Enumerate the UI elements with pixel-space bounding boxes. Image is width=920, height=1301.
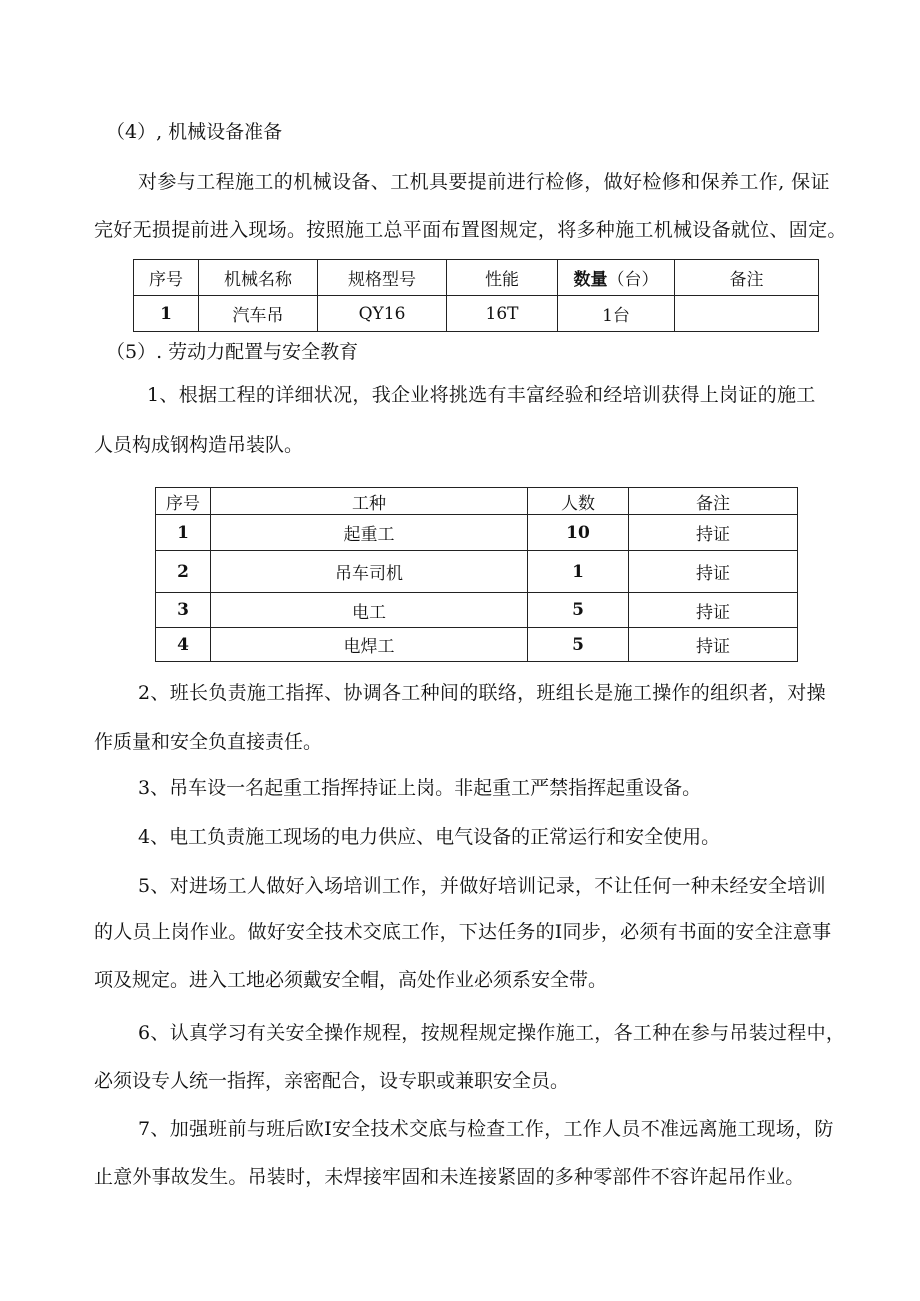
- cell-remark: 持证: [629, 593, 798, 628]
- quantity-unit: （台）: [607, 270, 659, 290]
- header-cell: 工种: [211, 488, 528, 515]
- table-row: [156, 515, 798, 551]
- equipment-table: [133, 259, 819, 332]
- cell-trade: 电焊工: [211, 628, 528, 662]
- cell-name: 汽车吊: [199, 296, 318, 332]
- section-4-paragraph-line-1: 对参与工程施工的机械设备、工机具要提前进行检修，做好检修和保养工作, 保证: [138, 171, 830, 193]
- item-2-line-1: 2、班长负责施工指挥、协调各工种间的联络，班组长是施工操作的组织者，对操: [138, 682, 826, 704]
- cell-remark: 持证: [629, 628, 798, 662]
- item-6-line-2: 必须设专人统一指挥，亲密配合，设专职或兼职安全员。: [94, 1070, 570, 1092]
- header-cell: 序号: [156, 488, 211, 515]
- cell-remark: 持证: [629, 551, 798, 593]
- header-cell: 机械名称: [199, 260, 318, 296]
- section-4-heading: （4）, 机械设备准备: [106, 121, 283, 143]
- item-2-line-2: 作质量和安全负直接责任。: [94, 731, 323, 753]
- header-cell: 性能: [447, 260, 558, 296]
- cell-model: QY16: [318, 296, 447, 332]
- item-5-line-2: 的人员上岗作业。做好安全技术交底工作，下达任务的I同步，必须有书面的安全注意事: [94, 921, 832, 943]
- cell-trade: 起重工: [211, 515, 528, 551]
- cell-no: 4: [156, 628, 211, 662]
- item-7-line-2: 止意外事故发生。吊装时，未焊接牢固和未连接紧固的多种零部件不容许起吊作业。: [94, 1166, 805, 1188]
- cell-performance: 16T: [447, 296, 558, 332]
- item-5-line-1: 5、对进场工人做好入场培训工作，并做好培训记录，不让任何一种未经安全培训: [138, 875, 826, 897]
- quantity-label: 数量: [573, 270, 608, 290]
- cell-trade: 吊车司机: [211, 551, 528, 593]
- section-4-paragraph-line-2: 完好无损提前进入现场。按照施工总平面布置图规定，将多种施工机械设备就位、固定。: [94, 219, 847, 241]
- header-cell: 备注: [629, 488, 798, 515]
- table-row: [156, 551, 798, 593]
- section-5-heading: （5）. 劳动力配置与安全教育: [106, 341, 359, 363]
- cell-count: 5: [528, 593, 629, 628]
- cell-quantity: 1台: [558, 296, 675, 332]
- table-row: [156, 628, 798, 662]
- item-5-line-3: 项及规定。进入工地必须戴安全帽，高处作业必须系安全带。: [94, 969, 608, 991]
- header-cell: 规格型号: [318, 260, 447, 296]
- labor-table-header-row: [156, 488, 798, 515]
- header-cell: 备注: [675, 260, 819, 296]
- cell-count: 1: [528, 551, 629, 593]
- table-row: [156, 593, 798, 628]
- cell-count: 10: [528, 515, 629, 551]
- header-cell-quantity: [558, 260, 675, 296]
- header-cell: 序号: [134, 260, 199, 296]
- cell-trade: 电工: [211, 593, 528, 628]
- item-4: 4、电工负责施工现场的电力供应、电气设备的正常运行和安全使用。: [138, 826, 721, 848]
- cell-count: 5: [528, 628, 629, 662]
- cell-no: 1: [134, 296, 199, 332]
- header-cell: 人数: [528, 488, 629, 515]
- labor-table: [155, 487, 798, 662]
- item-6-line-1: 6、认真学习有关安全操作规程，按规程规定操作施工，各工种在参与吊装过程中，: [138, 1022, 846, 1044]
- item-7-line-1: 7、加强班前与班后欧I安全技术交底与检查工作，工作人员不准远离施工现场，防: [138, 1118, 834, 1140]
- section-5-item-1-line-1: 1、根据工程的详细状况，我企业将挑选有丰富经验和经培训获得上岗证的施工: [147, 384, 816, 406]
- cell-remark: [675, 296, 819, 332]
- table-row: [134, 296, 819, 332]
- cell-no: 1: [156, 515, 211, 551]
- section-5-item-1-line-2: 人员构成钢构造吊装队。: [94, 434, 304, 456]
- cell-remark: 持证: [629, 515, 798, 551]
- item-3: 3、吊车设一名起重工指挥持证上岗。非起重工严禁指挥起重设备。: [138, 777, 702, 799]
- cell-no: 3: [156, 593, 211, 628]
- cell-no: 2: [156, 551, 211, 593]
- equipment-table-header-row: [134, 260, 819, 296]
